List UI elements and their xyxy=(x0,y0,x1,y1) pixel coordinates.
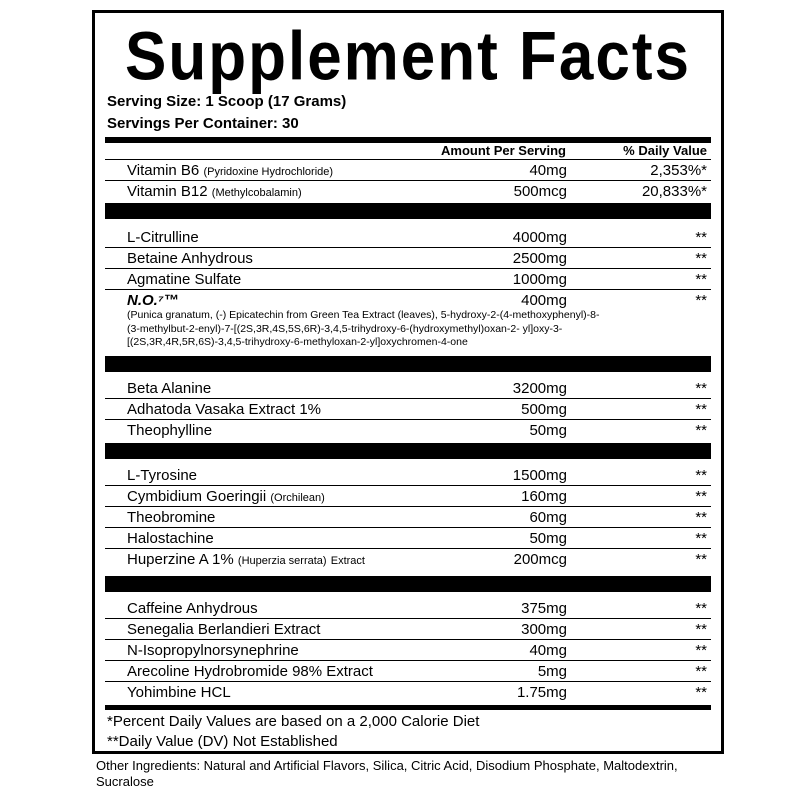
dv-column-header: % Daily Value xyxy=(623,143,707,158)
ingredient-amount: 300mg xyxy=(521,621,567,638)
ingredient-name: Theobromine xyxy=(127,509,216,526)
supplement-facts-panel xyxy=(92,10,724,754)
ingredient-name: Senegalia Berlandieri Extract xyxy=(127,621,321,638)
ingredient-row xyxy=(105,598,711,619)
ingredient-dv: ** xyxy=(695,530,707,547)
section-bar xyxy=(105,576,711,592)
ingredient-row xyxy=(105,486,711,507)
ingredient-name: Adhatoda Vasaka Extract 1% xyxy=(127,401,322,418)
ingredient-dv: ** xyxy=(695,422,707,439)
thick-divider xyxy=(105,137,711,143)
ingredient-row xyxy=(105,160,711,181)
ingredient-amount: 60mg xyxy=(529,509,567,526)
ingredient-dv: ** xyxy=(695,509,707,526)
ingredient-amount: 1500mg xyxy=(512,467,567,484)
ingredient-amount: 5mg xyxy=(537,663,567,680)
ingredient-name: Theophylline xyxy=(127,422,213,439)
ingredient-name: N.O.⁷™ xyxy=(127,292,179,309)
ingredient-name: Cymbidium Goeringii (Orchilean) xyxy=(127,488,325,505)
ingredient-amount: 4000mg xyxy=(512,229,567,246)
ingredient-dv: ** xyxy=(695,229,707,246)
ingredient-name: Agmatine Sulfate xyxy=(127,271,242,288)
ingredient-amount: 1000mg xyxy=(512,271,567,288)
ingredient-row xyxy=(105,248,711,269)
ingredient-row xyxy=(105,507,711,528)
footnote-percent: *Percent Daily Values are based on a 2,000 Calorie Diet xyxy=(107,713,480,730)
ingredient-amount: 40mg xyxy=(529,162,567,179)
ingredient-row xyxy=(105,399,711,420)
panel-title: Supplement Facts xyxy=(125,19,691,95)
amount-column-header: Amount Per Serving xyxy=(441,143,566,158)
ingredient-name: Caffeine Anhydrous xyxy=(127,600,258,617)
ingredient-row xyxy=(105,682,711,703)
ingredient-row xyxy=(105,269,711,290)
section-bar xyxy=(105,203,711,219)
ingredient-row xyxy=(105,549,711,570)
ingredient-row xyxy=(105,181,711,202)
ingredient-amount: 50mg xyxy=(529,530,567,547)
ingredient-amount: 375mg xyxy=(521,600,567,617)
ingredient-name: Vitamin B6 (Pyridoxine Hydrochloride) xyxy=(127,162,334,179)
footnote-dv: **Daily Value (DV) Not Established xyxy=(107,733,338,750)
ingredient-dv: ** xyxy=(695,380,707,397)
ingredient-dv: 20,833%* xyxy=(641,183,707,200)
ingredient-dv: ** xyxy=(695,551,707,568)
ingredient-dv: ** xyxy=(695,488,707,505)
serving-size: Serving Size: 1 Scoop (17 Grams) xyxy=(107,93,347,110)
ingredient-dv: ** xyxy=(695,621,707,638)
ingredient-name: Betaine Anhydrous xyxy=(127,250,253,267)
ingredient-dv: ** xyxy=(695,600,707,617)
ingredient-name: Vitamin B12 (Methylcobalamin) xyxy=(127,183,302,200)
ingredient-amount: 2500mg xyxy=(512,250,567,267)
servings-per-container: Servings Per Container: 30 xyxy=(107,115,299,132)
ingredient-amount: 500mcg xyxy=(513,183,567,200)
ingredient-name: Huperzine A 1% (Huperzia serrata) Extract xyxy=(127,551,365,568)
ingredient-dv: ** xyxy=(695,292,707,309)
ingredient-row xyxy=(105,661,711,682)
ingredient-row xyxy=(105,378,711,399)
ingredient-dv: ** xyxy=(695,250,707,267)
ingredient-name: N-Isopropylnorsynephrine xyxy=(127,642,299,659)
ingredient-name: L-Citrulline xyxy=(127,229,199,246)
thick-divider xyxy=(105,705,711,710)
ingredient-name: Halostachine xyxy=(127,530,214,547)
ingredient-row xyxy=(105,528,711,549)
ingredient-name: Arecoline Hydrobromide 98% Extract xyxy=(127,663,373,680)
ingredient-amount: 500mg xyxy=(521,401,567,418)
other-ingredients: Other Ingredients: Natural and Artificial Flavors, Silica, Citric Acid, Disodium Phosphate, Maltodextrin, Sucralose xyxy=(96,758,678,789)
ingredient-dv: ** xyxy=(695,467,707,484)
ingredient-row xyxy=(105,227,711,248)
ingredient-amount: 40mg xyxy=(529,642,567,659)
ingredient-name: Yohimbine HCL xyxy=(127,684,231,701)
ingredient-row xyxy=(105,640,711,661)
ingredient-dv: ** xyxy=(695,401,707,418)
ingredient-name: Beta Alanine xyxy=(127,380,212,397)
ingredient-amount: 50mg xyxy=(529,422,567,439)
ingredient-amount: 400mg xyxy=(521,292,567,309)
ingredient-dv: ** xyxy=(695,663,707,680)
ingredient-amount: 3200mg xyxy=(512,380,567,397)
ingredient-description: (Punica granatum, (-) Epicatechin from Green Tea Extract (leaves), 5-hydroxy-2-(4-methoxyphenyl)-8-(3-methylbut-2-enyl)-7-[(2S,3R,4S,5S,6R)-3,4,5-trihydroxy-6-(hydroxymethyl)oxan-2- yl]oxy-3-[(2S,3R,4R,5R,6S)-3,4,5-trihydroxy-6-methyloxan-2-yl]oxychromen-4-one xyxy=(127,309,600,348)
ingredient-amount: 1.75mg xyxy=(516,684,567,701)
section-bar xyxy=(105,356,711,372)
ingredient-row xyxy=(105,290,711,354)
ingredient-amount: 160mg xyxy=(521,488,567,505)
ingredient-name: L-Tyrosine xyxy=(127,467,198,484)
ingredient-dv: 2,353%* xyxy=(650,162,707,179)
ingredient-row xyxy=(105,619,711,640)
ingredient-dv: ** xyxy=(695,642,707,659)
section-bar xyxy=(105,443,711,459)
ingredient-row xyxy=(105,465,711,486)
ingredient-dv: ** xyxy=(695,684,707,701)
ingredient-amount: 200mcg xyxy=(513,551,567,568)
ingredient-dv: ** xyxy=(695,271,707,288)
ingredient-row xyxy=(105,420,711,441)
